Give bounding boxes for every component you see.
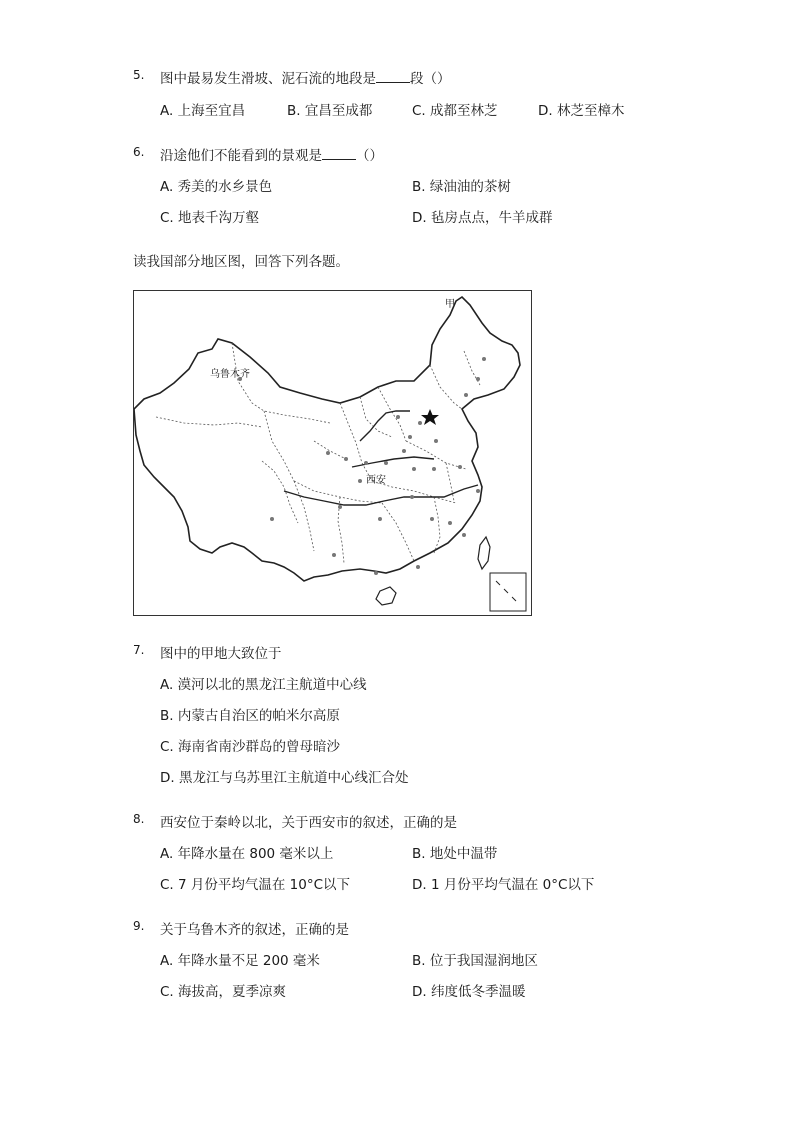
china-map-drawing [134,291,533,617]
taiwan-island [478,537,490,569]
question-5-option-c[interactable]: C. 成都至林芝 [412,103,498,119]
question-7-option-a[interactable]: A. 漠河以北的黑龙江主航道中心线 [160,677,367,693]
china-map [133,290,532,616]
hainan-island [376,587,396,605]
map-label-xian: 西安 [366,475,386,486]
question-8-option-b[interactable]: B. 地处中温带 [412,846,498,862]
answer-blank [322,147,356,160]
question-5-stem [160,67,451,87]
question-8-option-d[interactable]: D. 1 月份平均气温在 0°C以下 [412,877,595,893]
question-6-option-d[interactable]: D. 毡房点点，牛羊成群 [412,210,553,226]
question-8-option-c[interactable]: C. 7 月份平均气温在 10°C以下 [160,877,351,893]
question-6-option-a[interactable]: A. 秀美的水乡景色 [160,179,273,195]
question-7-option-d[interactable]: D. 黑龙江与乌苏里江主航道中心线汇合处 [160,770,409,786]
question-6-stem [160,144,383,164]
question-9-option-d[interactable]: D. 纬度低冬季温暖 [412,984,526,1000]
map-label-jia: 甲 [445,299,455,310]
question-6-option-c[interactable]: C. 地表千沟万壑 [160,210,260,226]
question-6-number: 6. [133,145,145,159]
question-7-option-c[interactable]: C. 海南省南沙群岛的曾母暗沙 [160,739,341,755]
question-7-option-b[interactable]: B. 内蒙古自治区的帕米尔高原 [160,708,340,724]
province-borders [156,343,480,563]
question-8-stem: 西安位于秦岭以北，关于西安市的叙述，正确的是 [160,815,457,831]
question-5-option-b[interactable]: B. 宜昌至成都 [287,103,373,119]
question-9-stem: 关于乌鲁木齐的叙述，正确的是 [160,922,349,938]
answer-blank [376,70,410,83]
question-7-number: 7. [133,643,145,657]
question-7-stem: 图中的甲地大致位于 [160,646,282,662]
south-sea-inset [490,573,526,611]
question-9-option-c[interactable]: C. 海拔高，夏季凉爽 [160,984,287,1000]
question-6-option-b[interactable]: B. 绿油油的茶树 [412,179,511,195]
question-8-number: 8. [133,812,145,826]
question-9-option-b[interactable]: B. 位于我国湿润地区 [412,953,538,969]
question-5-stem-text: 图中最易发生滑坡、泥石流的地段是 [160,71,376,87]
question-8-option-a[interactable]: A. 年降水量在 800 毫米以上 [160,846,334,862]
section-intro: 读我国部分地区图，回答下列各题。 [133,254,349,270]
question-6-stem-suffix: （） [356,148,383,164]
map-label-urumqi: 乌鲁木齐 [210,369,250,380]
question-5-number: 5. [133,68,145,82]
question-5-option-d[interactable]: D. 林芝至樟木 [538,103,625,119]
question-9-number: 9. [133,919,145,933]
question-9-option-a[interactable]: A. 年降水量不足 200 毫米 [160,953,320,969]
question-5-option-a[interactable]: A. 上海至宜昌 [160,103,246,119]
national-border [134,297,520,581]
nine-dash-line [496,581,516,601]
beijing-star-icon [421,409,439,425]
question-5-stem-suffix: 段（） [410,71,451,87]
question-6-stem-text: 沿途他们不能看到的景观是 [160,148,322,164]
